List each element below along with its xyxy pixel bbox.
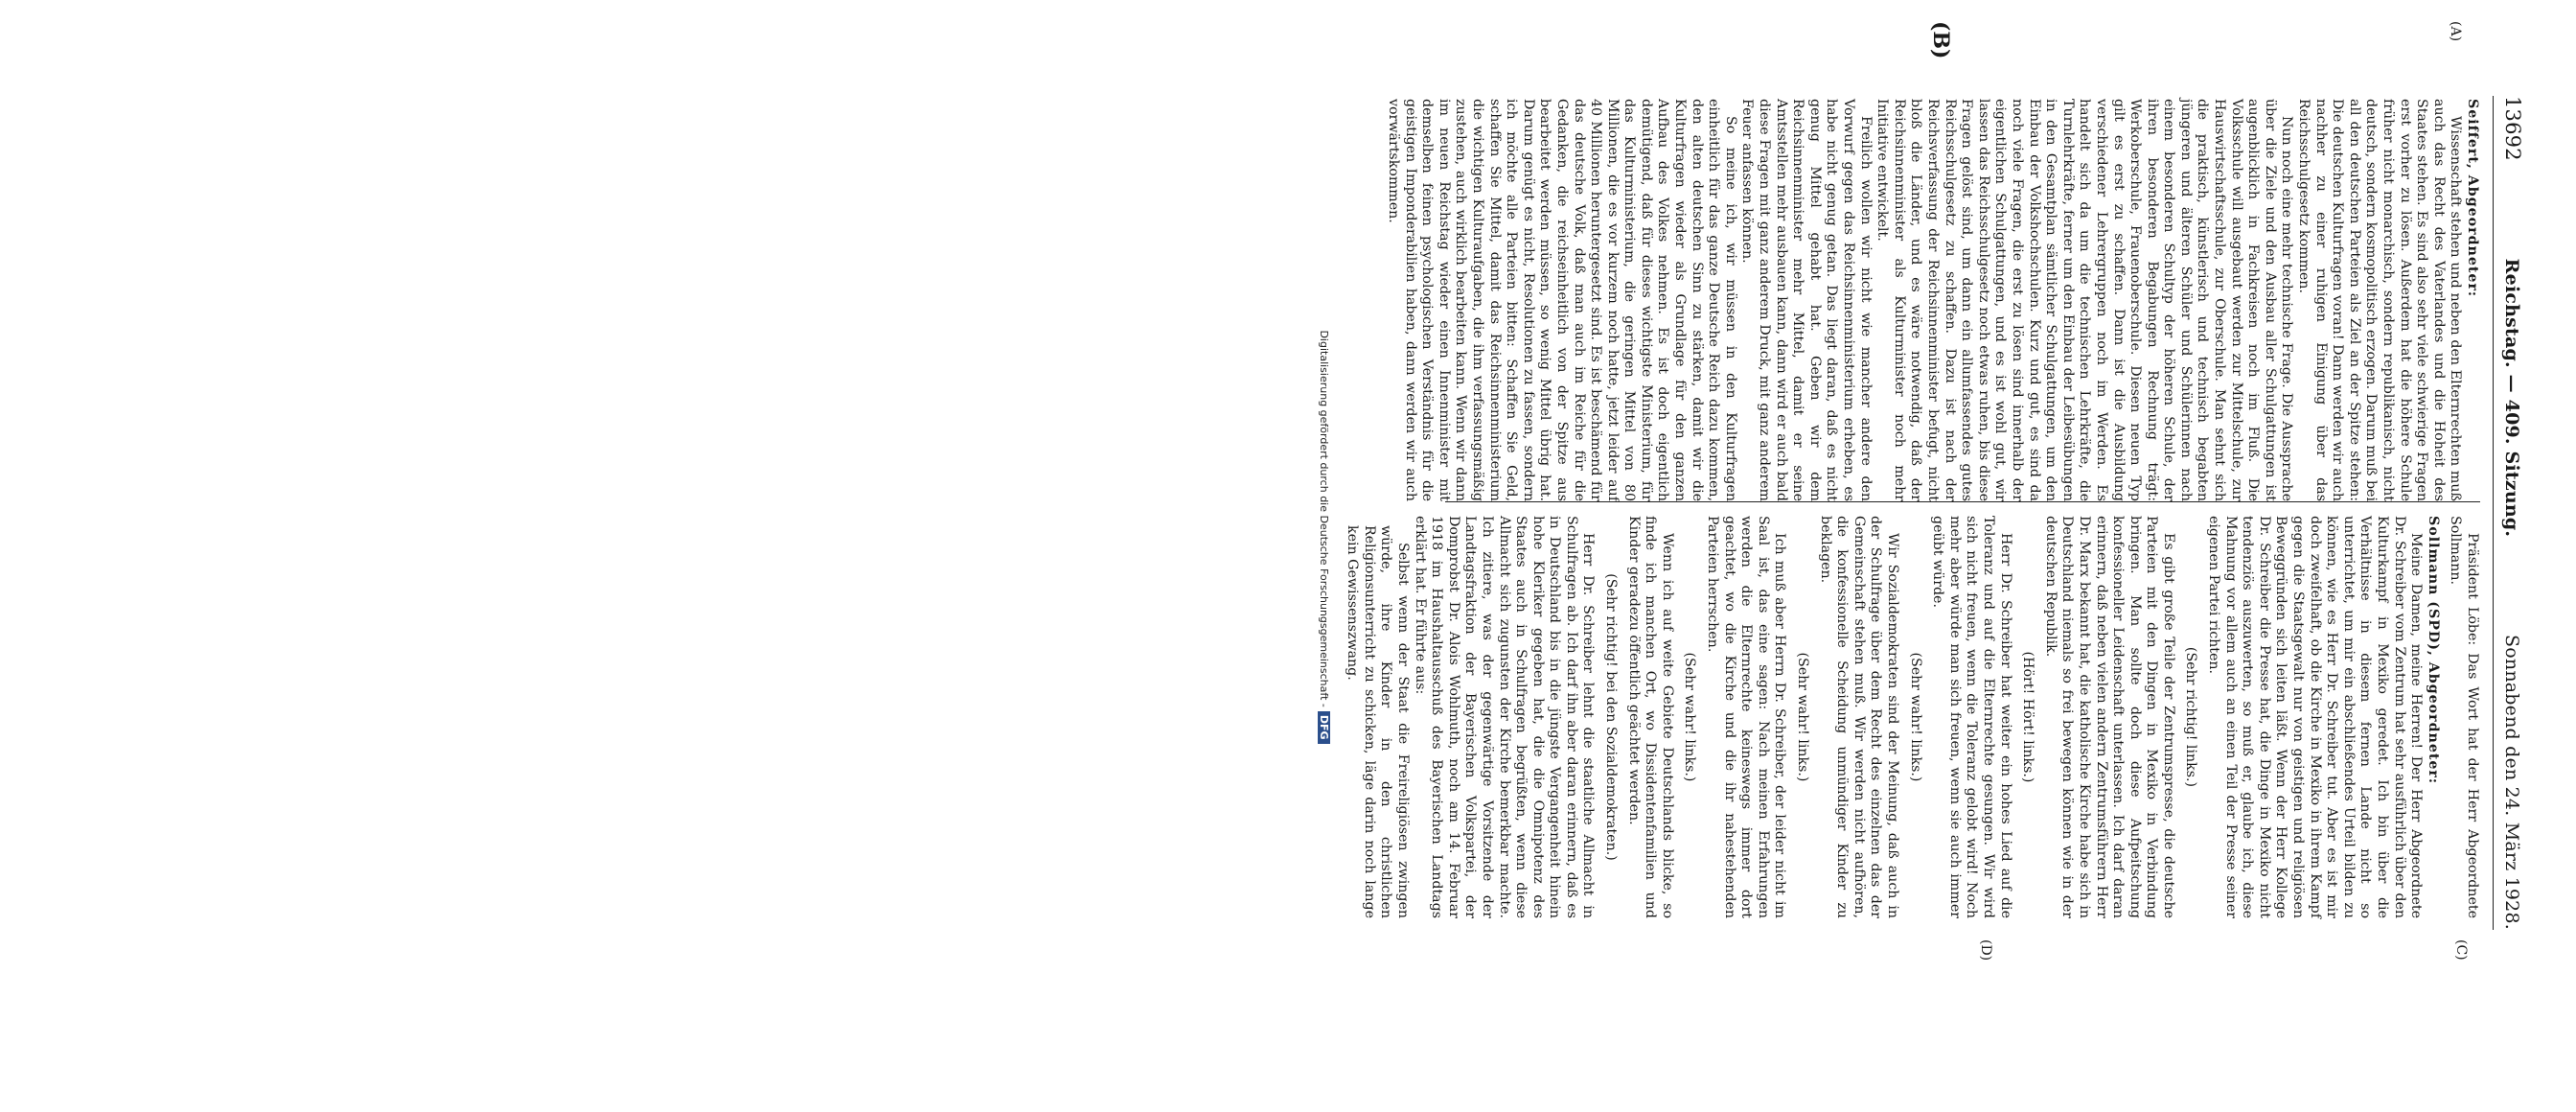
credit-text: Digitalisierung gefördert durch die Deutsche Forschungsgemeinschaft - xyxy=(1318,330,1330,707)
speaker-label: Seiffert, Abgeordneter: xyxy=(2465,99,2480,298)
interjection: (Sehr richtig! links.) xyxy=(2183,646,2199,788)
interjection: (Sehr wahr! links.) xyxy=(1682,652,1698,782)
dfg-logo: DFG xyxy=(1318,711,1330,744)
session-title: Reichstag. — 409. Sitzung. xyxy=(2501,258,2522,538)
quotation: Selbst wenn der Staat die Freireligiösen zwingen würde, ihre Kinder in den christlichen Religionsunterricht zu schicken, läge darin noch lange kein Gewissenszwang. xyxy=(1345,525,1411,918)
speaker-label: Sollmann (SPD), Abgeordneter: xyxy=(2425,516,2441,785)
paragraph: So meine ich, wir müssen in den Kulturfragen einheitlich für das ganze Deutsche Reich dazu kommen, den alten deutschen Sinn zu stärken, damit wir die Kulturfragen wieder als Grundlage für den ganzen Aufbau des Volkes nehmen. Es ist doch eigentlich demütigend, daß für dieses wichtigste Ministerium, für das Kulturministerium, die geringen Mittel von 80 Millionen, die es vor kurzem noch hatte, jetzt leider auf 40 Millionen heruntergesetzt sind. Es ist beschämend für das deutsche Volk, daß man auch im Reiche für die Gedanken, die reichseinheitlich von der Spitze aus bearbeitet werden müssen, so wenig Mittel übrig hat. Darum genügt es nicht, Resolutionen zu fassen, sondern ich möchte alle Parteien bitten: Schaffen Sie Geld, schaffen Sie Mittel, damit das Reichsinnenministerium die wichtigen Kulturaufgaben, die ihm verfassungsmäßig zustehen, auch wirklich bearbeiten kann. Wenn wir dann im neuen Reichstag wieder einen Innenminister mit demselben feinen psychologischen Verständnis für die geistigen Imponderabilien haben, dann werden wir auch vorwärtskommen. xyxy=(1386,99,1738,501)
margin-marker-a: (A) xyxy=(2448,21,2463,42)
page-header xyxy=(2501,96,2540,930)
interjection: (Sehr richtig! bei den Sozialdemokraten.) xyxy=(1603,573,1620,861)
paragraph: Herr Dr. Schreiber lehnt die staatliche Allmacht in Schulfragen ab. Ich darf ihn aber daran erinnern, daß es in Deutschland bis in die jüngste Vergangenheit hinein hohe Kleriker gegeben hat, die die Omnipotenz des Staates auch in Schulfragen begrüßten, wenn diese Allmacht sich zugunsten der Kirche bemerkbar machte. Ich zitiere, was der gegenwärtige Vorsitzende der Landtagsfraktion der Bayerischen Volkspartei, der Domprobst Dr. Alois Wohlmuth, noch am 14. Februar 1918 im Haushaltausschuß des Bayerischen Landtags erklärt hat. Er führte aus: xyxy=(1412,516,1597,918)
scanned-page xyxy=(1288,0,2576,959)
paragraph: Herr Dr. Schreiber hat weiter ein hohes Lied auf die Toleranz und auf die Elternrechte gesungen. Wir wird sich nicht freuen, wenn die Toleranz gelobt wird! Noch mehr aber würde man sich freuen, wenn sie auch immer geübt würde. xyxy=(1930,516,2013,918)
paragraph: Ich muß aber Herrn Dr. Schreiber, der leider nicht im Saal ist, das eine sagen: Nach meinen Erfahrungen werden die Elternrechte keineswegs immer dort geachtet, wo die Kirche und die ihr nahestehenden Parteien herrschen. xyxy=(1705,516,1788,918)
interjection: (Sehr wahr! links.) xyxy=(1795,652,1811,782)
paragraph: Wenn ich auf weite Gebiete Deutschlands blicke, so finde ich manchen Ort, wo Dissidentenfamilien und Kinder geradezu öffentlich geächtet werden. xyxy=(1625,516,1675,918)
paragraph: Wissenschaft stehen und neben den Elternrechten muß auch das Recht des Vaterlandes und die Hoheit des Staates stehen. Es sind also sehr viele schwierige Fragen erst vorher zu lösen. Außerdem hat die höhere Schule früher nicht monarchisch, sondern republikanisch, nicht deutsch, sondern kosmopolitisch erzogen. Darum muß bei all den deutschen Parteien als Ziel an der Spitze stehen: Die deutschen Kulturfragen voran! Dann werden wir auch nachher zu einer ruhigen Einigung über das Reichsschulgesetz kommen. xyxy=(2296,99,2464,501)
margin-marker-b: (B) xyxy=(1928,21,1953,59)
page-number: 13692 xyxy=(2501,96,2524,161)
paragraph: Meine Damen, meine Herren! Der Herr Abgeordnete Dr. Schreiber vom Zentrum hat sehr ausführlich über den Kulturkampf in Mexiko geredet. Ich bin über die Verhältnisse in diesem fernen Lande nicht so unterrichtet, um mir ein abschließendes Urteil bilden zu können, wie es Herr Dr. Schreiber tut. Aber es ist mir doch zweifelhaft, ob die Kirche in Mexiko in ihrem Kampf gegen die Staatsgewalt nur von geistigen und religiösen Beweggründen sich leiten läßt. Wenn der Herr Kollege Dr. Schreiber die Presse hat, die Dinge in Mexiko nicht tendenziös auszuwerten, so muß er, glaube ich, diese Mahnung vor allem auch an einen Teil der Presse seiner eigenen Partei richten. xyxy=(2206,516,2425,918)
paragraph: Es gibt große Teile der Zentrumspresse, die deutsche Parteien mit den Dingen in Mexiko in Verbindung bringen. Man sollte doch diese Aufpeitschung konfessioneller Leidenschaft unterlassen. Ich darf daran erinnern, daß neben vielen andern Zentrumsführern Herr Dr. Marx bekannt hat, die katholische Kirche habe sich in Deutschland niemals so frei bewegen können wie in der deutschen Republik. xyxy=(2042,516,2176,918)
left-column xyxy=(1384,99,2480,501)
margin-marker-c: (C) xyxy=(2453,939,2469,961)
paragraph: Freilich wollen wir nicht wie mancher andere den Vorwurf gegen das Reichsinnenministerium erheben, es habe nicht genug getan. Das liegt daran, daß es nicht genug Mittel gehabt hat. Geben wir dem Reichsinnenminister mehr Mittel, damit er seine Amtsstellen mehr ausbauen kann, dann wird er auch bald diese Fragen mit ganz anderem Druck, mit ganz anderem Feuer anfassen können. xyxy=(1739,99,1874,501)
digitization-credit xyxy=(1318,0,1330,1112)
interjection: (Hört! Hört! links.) xyxy=(2020,651,2036,783)
header-rule xyxy=(2493,96,2494,930)
paragraph: Wir Sozialdemokraten sind der Meinung, daß auch in der Schulfrage über dem Recht des einzelnen das der Gemeinschaft stehen muß. Wir werden nicht aufhören, die konfessionelle Scheidung unmündiger Kinder zu beklagen. xyxy=(1817,516,1900,918)
paragraph: Nun noch eine mehr technische Frage. Die Aussprache über die Ziele und den Ausbau aller Schulgattungen ist augenblicklich in Fachkreisen noch im Fluß. Die Volksschule will ausgebaut werden zur Mittelschule, zur Hauswirtschaftsschule, zur Oberschule. Man sehnt sich die praktisch, künstlerisch und technisch begabten jüngeren und älteren Schüler und Schülerinnen nach einem besonderen Schultyp der höheren Schule, der ihren besonderen Begabungen Rechnung trägt: Werkoberschule, Frauenoberschule. Diesen neuen Typ gilt es erst zu schaffen. Dann ist die Ausbildung verschiedener Lehrergruppen noch im Werden. Es handelt sich da um die technischen Lehrkräfte, die Turnlehrkräfte, ferner um den Einbau der Leibesübungen in den Gesamtplan sämtlicher Schulgattungen, um den Einbau der Volkshochschulen. Kurz und gut, es sind da noch viele Fragen, die erst zu lösen sind innerhalb der eigentlichen Schulgattungen, und es ist wohl gut, wir lassen das Reichsschulgesetz noch etwas ruhen, bis diese Fragen gelöst sind, um dann ein allumfassendes gutes Reichsschulgesetz zu schaffen. Dazu ist nach der Reichsverfassung der Reichsinnenminister befugt, nicht bloß die Länder, und es wäre notwendig, daß der Reichsinnenminister als Kulturminister noch mehr Initiative entwickelt. xyxy=(1874,99,2295,501)
interjection: (Sehr wahr! links.) xyxy=(1907,652,1923,782)
president-line: Präsident Löbe: Das Wort hat der Herr Abgeordnete Sollmann. xyxy=(2448,516,2480,918)
session-date: Sonnabend den 24. März 1928. xyxy=(2501,635,2522,930)
margin-marker-d: (D) xyxy=(1978,939,1993,961)
right-column xyxy=(1345,501,2480,918)
